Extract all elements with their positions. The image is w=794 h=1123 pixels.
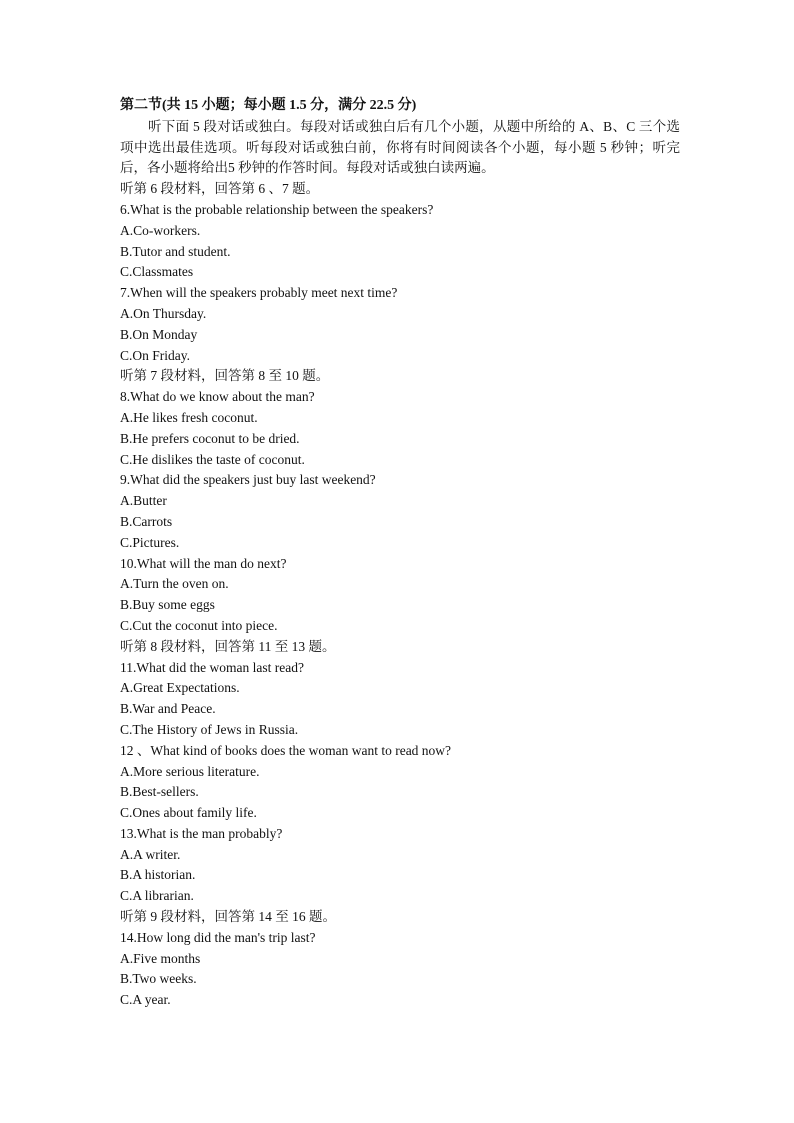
answer-option: A.He likes fresh coconut.: [120, 409, 258, 425]
answer-option: C.He dislikes the taste of coconut.: [120, 451, 305, 467]
answer-option: A.Five months: [120, 950, 201, 966]
document-page: [120, 96, 680, 1011]
answer-option: B.Carrots: [120, 513, 173, 529]
answer-option: C.Pictures.: [120, 534, 180, 550]
question-stem: 9.What did the speakers just buy last weekend?: [120, 472, 376, 488]
question-list: [120, 179, 680, 1011]
answer-option: C.A librarian.: [120, 888, 194, 904]
answer-option: B.Two weeks.: [120, 971, 197, 987]
answer-option: A.Turn the oven on.: [120, 576, 229, 592]
question-stem: 14.How long did the man's trip last?: [120, 929, 316, 945]
question-stem: 10.What will the man do next?: [120, 555, 287, 571]
answer-option: A.More serious literature.: [120, 763, 260, 779]
answer-option: A.Co-workers.: [120, 222, 201, 238]
answer-option: B.Best-sellers.: [120, 784, 199, 800]
question-stem: 11.What did the woman last read?: [120, 659, 304, 675]
answer-option: C.On Friday.: [120, 347, 190, 363]
answer-option: C.Cut the coconut into piece.: [120, 617, 278, 633]
question-stem: 12 、What kind of books does the woman want to read now?: [120, 742, 452, 758]
answer-option: C.Ones about family life.: [120, 805, 257, 821]
answer-option: B.Buy some eggs: [120, 597, 215, 613]
answer-option: B.War and Peace.: [120, 701, 216, 717]
answer-option: B.Tutor and student.: [120, 243, 231, 259]
listening-material-heading: 听第 9 段材料，回答第 14 至 16 题。: [120, 909, 336, 925]
question-stem: 13.What is the man probably?: [120, 825, 283, 841]
answer-option: A.Butter: [120, 493, 167, 509]
listening-material-heading: 听第 8 段材料，回答第 11 至 13 题。: [120, 638, 336, 654]
answer-option: B.On Monday: [120, 326, 198, 342]
question-stem: 6.What is the probable relationship between the speakers?: [120, 201, 434, 217]
answer-option: C.A year.: [120, 992, 171, 1008]
answer-option: C.The History of Jews in Russia.: [120, 721, 299, 737]
answer-option: B.He prefers coconut to be dried.: [120, 430, 300, 446]
listening-material-heading: 听第 7 段材料，回答第 8 至 10 题。: [120, 368, 330, 384]
answer-option: A.A writer.: [120, 846, 181, 862]
answer-option: B.A historian.: [120, 867, 196, 883]
question-stem: 7.When will the speakers probably meet next time?: [120, 285, 398, 301]
section-instructions: 听下面 5 段对话或独白。每段对话或独白后有几个小题，从题中所给的 A、B、C 三个选项中选出最佳选项。听每段对话或独白前，你将有时间阅读各个小题，每小题 5 秒钟；听完后，各小题将给出5 秒钟的作答时间。每段对话或独白读两遍。: [120, 118, 680, 176]
answer-option: C.Classmates: [120, 264, 194, 280]
answer-option: A.Great Expectations.: [120, 680, 240, 696]
answer-option: A.On Thursday.: [120, 305, 207, 321]
question-stem: 8.What do we know about the man?: [120, 389, 315, 405]
section-heading: 第二节(共 15 小题；每小题 1.5 分，满分 22.5 分): [120, 98, 417, 113]
listening-material-heading: 听第 6 段材料，回答第 6 、7 题。: [120, 181, 320, 197]
